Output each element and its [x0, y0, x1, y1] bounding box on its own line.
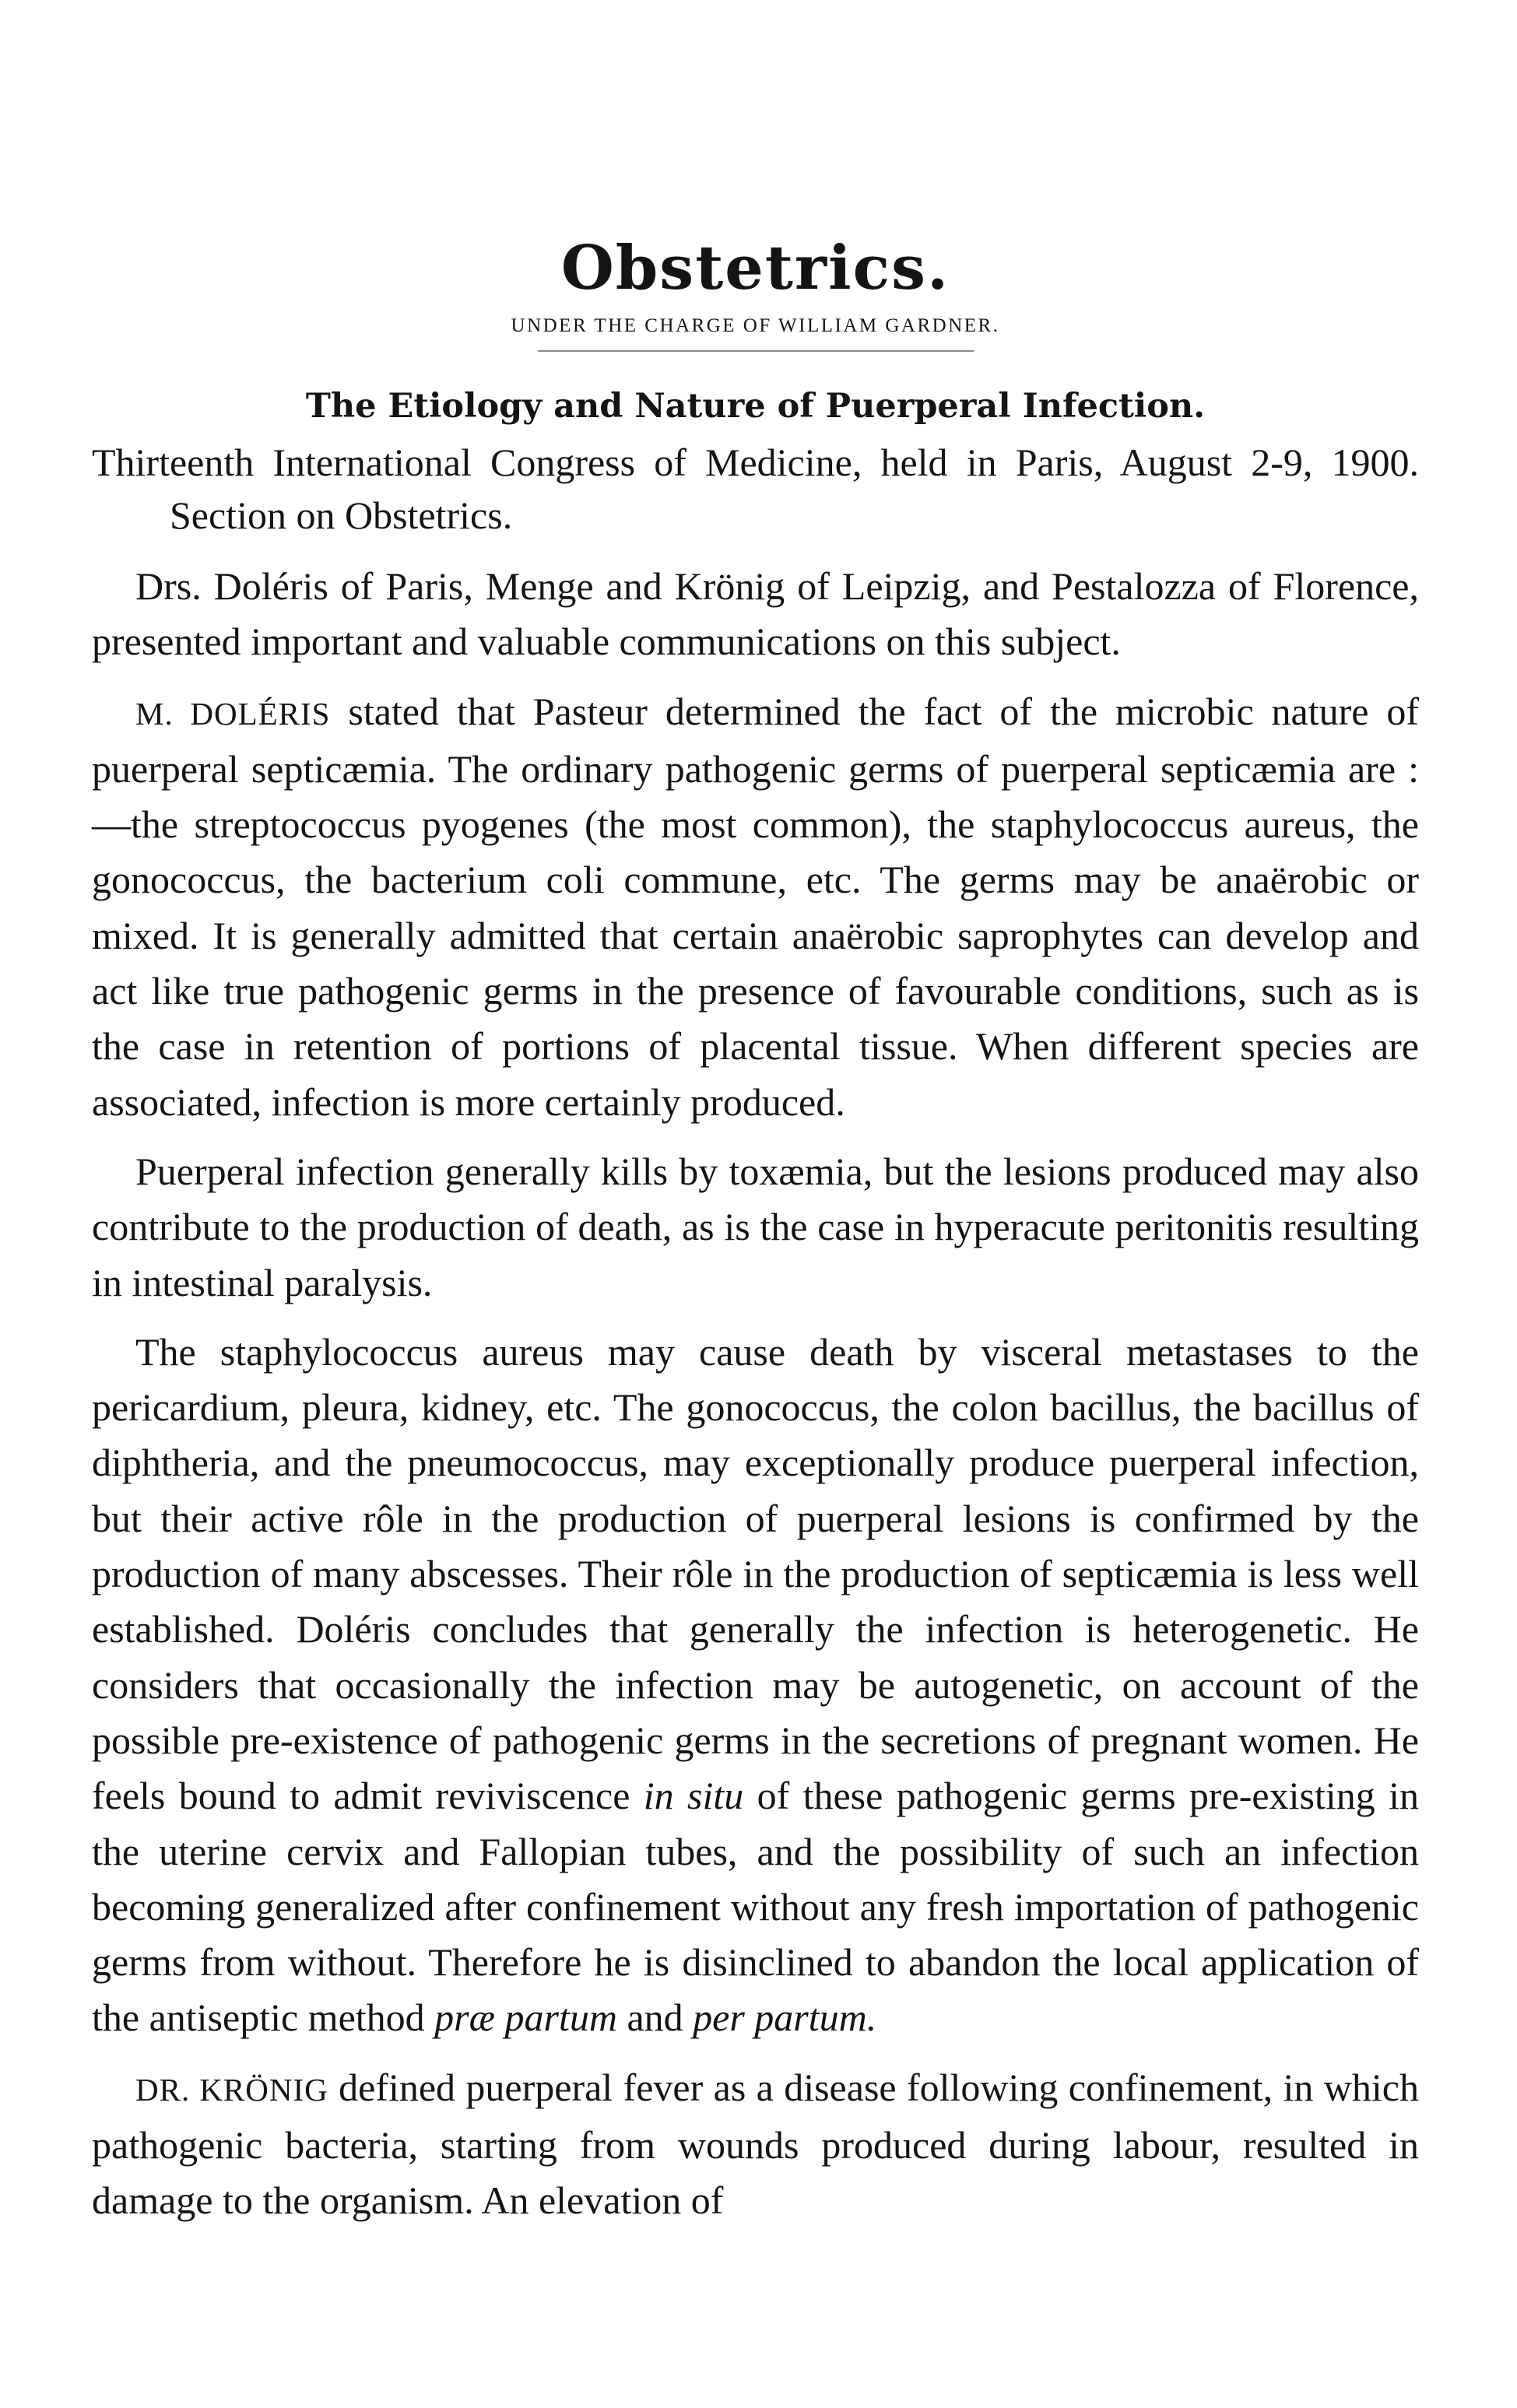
article-source: Thirteenth International Congress of Medicine, held in Paris, August 2-9, 1900. Section on Obstetrics.	[92, 441, 1419, 537]
title-rule	[538, 350, 974, 352]
paragraph-4-text-c: and	[616, 1996, 694, 2040]
speaker-name: DR. KRÖNIG	[135, 2071, 328, 2108]
paragraph-3: Puerperal infection generally kills by toxæmia, but the lesions produced may also contribute to the production of death, as is the case in hyperacute peritonitis resulting in intestinal paralysis.	[92, 1149, 1419, 1304]
paragraph-2-text: stated that Pasteur determined the fact of the microbic nature of puerperal septicæmia. The ordinary pathogenic germs of puerperal septicæmia are :—the streptococcus pyogenes (the most common), the staphylococcus aureus, the gonococcus, the bacterium coli commune, etc. The germs may be anaërobic or mixed. It is generally admitted that certain anaërobic saprophytes can develop and act like true pathogenic germs in the presence of favourable conditions, such as is the case in retention of portions of placental tissue. When different species are associated, infection is more certainly produced.	[92, 689, 1419, 1124]
section-title: Obstetrics.	[560, 233, 950, 304]
paragraph-5	[92, 2060, 1419, 2229]
paragraph-2	[92, 684, 1419, 1130]
italic-in-situ: in situ	[643, 1774, 744, 1818]
paragraph-4	[92, 1325, 1419, 2046]
italic-per-partum: per partum.	[693, 1996, 877, 2040]
italic-prae-partum: præ partum	[434, 1996, 617, 2040]
speaker-name: M. DOLÉRIS	[135, 695, 331, 732]
paragraph-4-text-a: The staphylococcus aureus may cause death by visceral metastases to the pericardium, pleura, kidney, etc. The gonococcus, the colon bacillus, the bacillus of diphtheria, and the pneumococcus, may exceptionally produce puerperal infection, but their active rôle in the production of puerperal lesions is confirmed by the production of many abscesses. Their rôle in the production of septicæmia is less well established. Doléris concludes that generally the infection is heterogenetic. He considers that occasionally the infection may be autogenetic, on account of the possible pre-existence of pathogenic germs in the secretions of pregnant women. He feels bound to admit reviviscence	[92, 1329, 1419, 1818]
section-subtitle: UNDER THE CHARGE OF WILLIAM GARDNER.	[511, 315, 1000, 336]
article-title: The Etiology and Nature of Puerperal Infection.	[305, 387, 1206, 426]
paragraph-1: Drs. Doléris of Paris, Menge and Krönig of Leipzig, and Pestalozza of Florence, presented important and valuable communications on this subject.	[92, 564, 1419, 664]
paragraph-4-text-b: of these pathogenic germs pre-existing in the uterine cervix and Fallopian tubes, and the possibility of such an infection becoming generalized after confinement without any fresh importation of pathogenic germs from without. Therefore he is disinclined to abandon the local application of the antiseptic method	[92, 1774, 1419, 2040]
paragraph-5-text: defined puerperal fever as a disease following confinement, in which pathogenic bacteria, starting from wounds produced during labour, resulted in damage to the organism. An elevation of	[92, 2065, 1419, 2223]
page	[92, 233, 1419, 2229]
